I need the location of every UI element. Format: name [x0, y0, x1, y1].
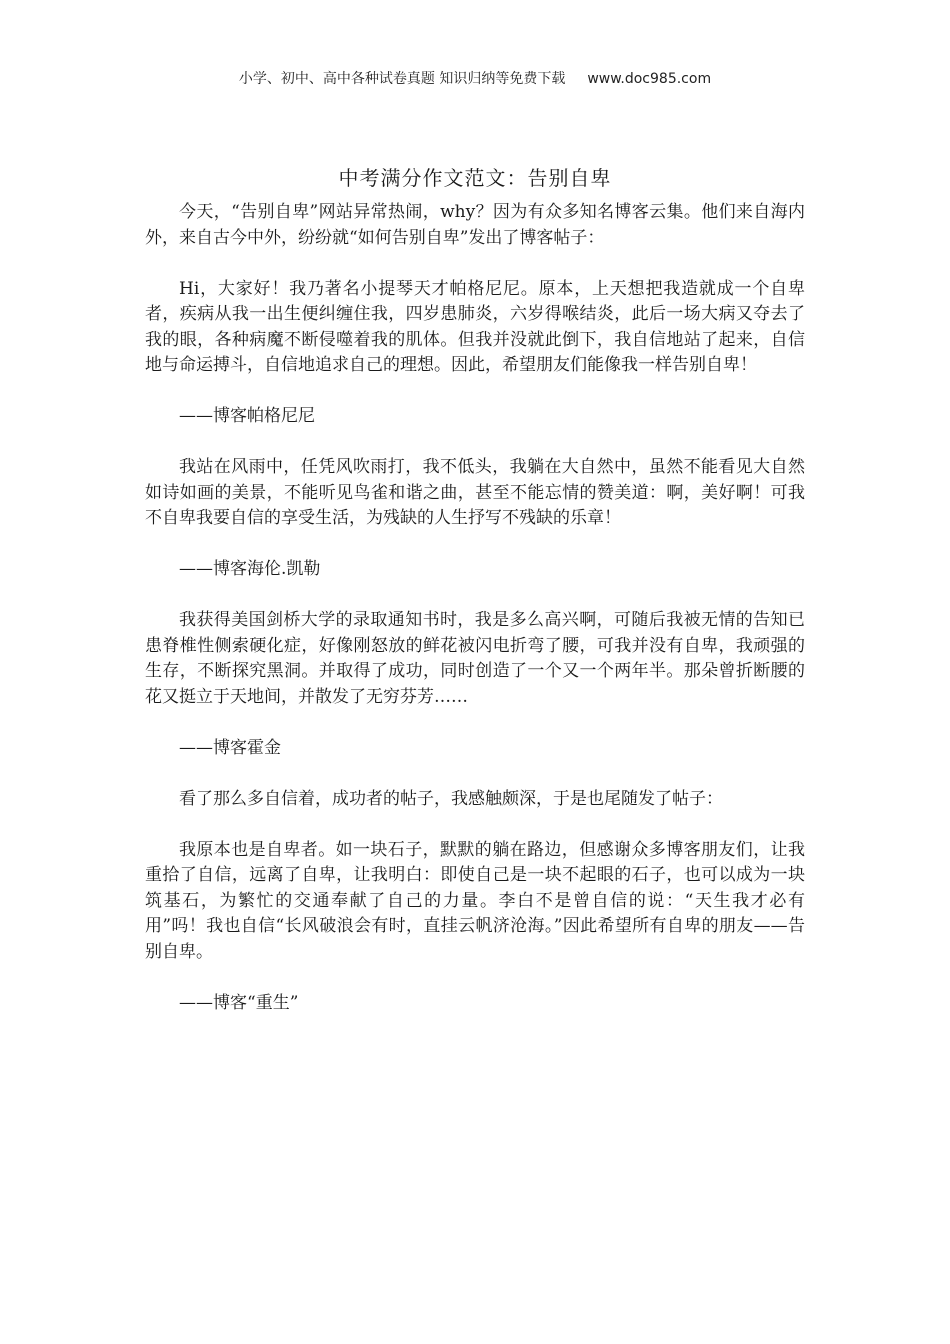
- paragraph-hawking: 我获得美国剑桥大学的录取通知书时，我是多么高兴啊，可随后我被无情的告知已患脊椎性侧索硬化症，好像刚怒放的鲜花被闪电折弯了腰，可我并没有自卑，我顽强的生存，不断探究黑洞。并取得了成功，同时创造了一个又一个两年半。那朵曾折断腰的花又挺立于天地间，并散发了无穷芬芳……: [145, 610, 805, 707]
- paragraph-helen-keller: 我站在风雨中，任凭风吹雨打，我不低头，我躺在大自然中，虽然不能看见大自然如诗如画的美景，不能听见鸟雀和谐之曲，甚至不能忘情的赞美道：啊，美好啊！可我不自卑我要自信的享受生活，为残缺的人生抒写不残缺的乐章！: [145, 457, 805, 528]
- paragraph-reflection: 看了那么多自信着，成功者的帖子，我感触颇深，于是也尾随发了帖子：: [179, 788, 723, 809]
- paragraph-paganini: Hi，大家好！我乃著名小提琴天才帕格尼尼。原本，上天想把我造就成一个自卑者，疾病从我一出生便纠缠住我，四岁患肺炎，六岁得喉结炎，此后一场大病又夺去了我的眼，各种病魔不断侵噬着我的肌体。但我并没就此倒下，我自信地站了起来，自信地与命运搏斗，自信地追求自己的理想。因此，希望朋友们能像我一样告别自卑！: [145, 278, 805, 375]
- signature-rebirth: ——博客“重生”: [179, 992, 299, 1013]
- paragraph-intro: 今天，“告别自卑”网站异常热闹，why？因为有众多知名博客云集。他们来自海内外，来自古今中外，纷纷就“如何告别自卑”发出了博客帖子：: [145, 202, 805, 248]
- signature-paganini: ——博客帕格尼尼: [179, 406, 315, 426]
- document-title: 中考满分作文范文：告别自卑: [338, 166, 612, 190]
- document-body: [145, 200, 805, 1042]
- header-site-url: www.doc985.com: [587, 71, 712, 87]
- signature-helen-keller: ——博客海伦.凯勒: [179, 559, 321, 579]
- paragraph-author-post: 我原本也是自卑者。如一块石子，默默的躺在路边，但感谢众多博客朋友们，让我重拾了自信，远离了自卑，让我明白：即使自己是一块不起眼的石子，也可以成为一块筑基石，为繁忙的交通奉献了自己的力量。李白不是曾自信的说：“天生我才必有用”吗！我也自信“长风破浪会有时，直挂云帆济沧海。”因此希望所有自卑的朋友——告别自卑。: [145, 839, 805, 962]
- signature-hawking: ——博客霍金: [179, 737, 281, 758]
- page-header: [0, 68, 950, 88]
- header-text: 小学、初中、高中各种试卷真题 知识归纳等免费下载: [238, 71, 566, 87]
